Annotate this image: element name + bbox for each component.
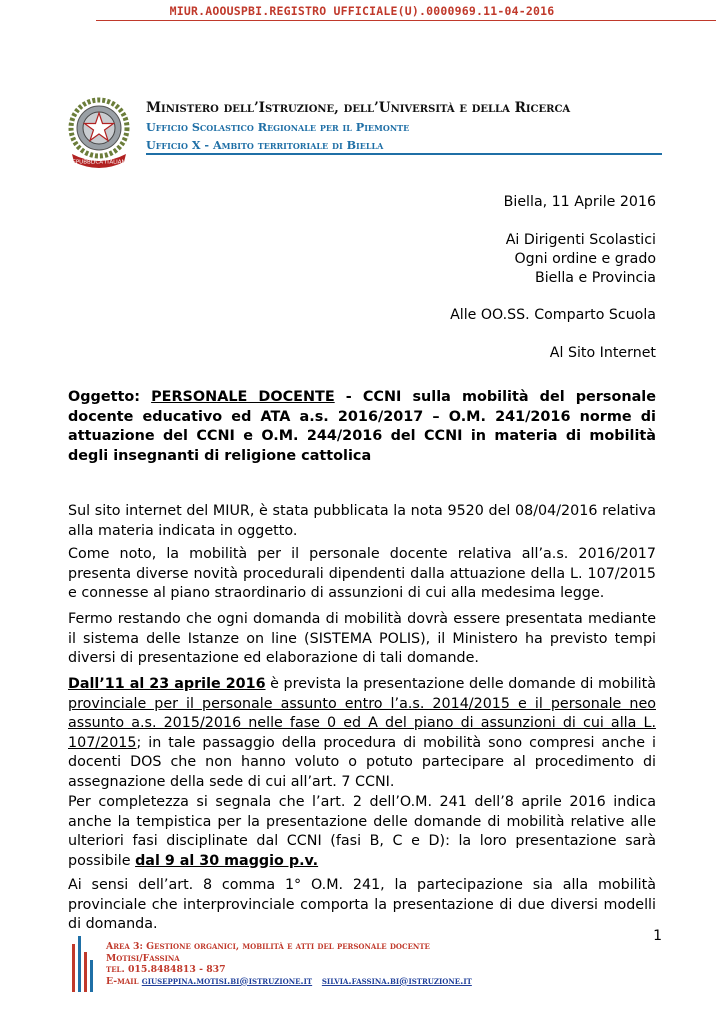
paragraph-1: Sul sito internet del MIUR, è stata pubblicata la nota 9520 del 08/04/2016 relativa alla materia indicata in oggetto.: [68, 503, 656, 539]
emblem-ribbon-text: REPUBBLICA ITALIANA: [68, 159, 130, 166]
page-number: 1: [653, 928, 662, 944]
paragraph-5: Per completezza si segnala che l’art. 2 dell’O.M. 241 dell’8 aprile 2016 indica anche la tempistica per la presentazione delle domande di mobilità relative alle ulteriori fasi disciplinate dal CCNI (fasi B, C e D): la loro presentazione sarà possibile dal 9 al 30 maggio p.v.: [68, 794, 656, 869]
recipient-line: Biella e Provincia: [534, 270, 656, 286]
footer-phone: tel. 015.8484813 - 837: [106, 964, 226, 976]
may-deadline-highlight: dal 9 al 30 maggio p.v.: [135, 852, 319, 869]
recipient-line: Al Sito Internet: [549, 345, 656, 361]
deadline-highlight: Dall’11 al 23 aprile 2016: [68, 676, 266, 692]
subject-label: Oggetto:: [68, 389, 152, 405]
date-line: Biella, 11 Aprile 2016: [503, 194, 656, 210]
subject-rest: - CCNI sulla mobilità del personale docente educativo ed ATA a.s. 2016/2017 – O.M. 241/2016 norme di attuazione del CCNI e O.M. 244/2016 del CCNI in materia di mobilità degli insegnanti di religione cattolica: [68, 389, 656, 464]
footer-area: Area 3: Gestione organici, mobilità e atti del personale docente: [106, 941, 430, 952]
subject-underlined: PERSONALE DOCENTE: [151, 389, 335, 405]
email-link-motisi[interactable]: giuseppina.motisi.bi@istruzione.it: [141, 975, 313, 987]
footer-emails: [106, 976, 472, 988]
recipient-line: Ogni ordine e grado: [514, 251, 656, 267]
footer-names: Motisi/Fassina: [106, 952, 180, 964]
letterhead: [146, 100, 664, 152]
recipient-line: Ai Dirigenti Scolastici: [505, 232, 656, 248]
local-office: Ufficio X - Ambito territoriale di Biella: [146, 138, 384, 152]
regional-office: Ufficio Scolastico Regionale per il Piemonte: [146, 120, 410, 134]
provincial-mobility-text: provinciale per il personale assunto entro l’a.s. 2014/2015 e il personale neo assunto a.s. 2015/2016 nelle fase 0 ed A del piano di assunzioni di cui alla L. 107/2015: [68, 695, 656, 751]
paragraph-2: Come noto, la mobilità per il personale docente relativa all’a.s. 2016/2017 presenta diverse novità procedurali dipendenti dalla attuazione della L. 107/2015 e connesse al piano straordinario di assunzioni di cui alla medesima legge.: [68, 546, 656, 601]
footer-contact: [106, 941, 472, 987]
paragraph-3: Fermo restando che ogni domanda di mobilità dovrà essere presentata mediante il sistema delle Istanze on line (SISTEMA POLIS), il Ministero ha previsto tempi diversi di presentazione ed elaborazione di tali domande.: [68, 611, 656, 666]
header-rule: [146, 153, 662, 155]
protocol-stamp: MIUR.AOOUSPBI.REGISTRO UFFICIALE(U).0000969.11-04-2016: [169, 4, 555, 18]
paragraph-4: Dall’11 al 23 aprile 2016 è prevista la presentazione delle domande di mobilità provinciale per il personale assunto entro l’a.s. 2014/2015 e il personale neo assunto a.s. 2015/2016 nelle fase 0 ed A del piano di assunzioni di cui alla L. 107/2015; in tale passaggio della procedura di mobilità sono compresi anche i docenti DOS che non hanno voluto o potuto partecipare al procedimento di assegnazione della sede di cui all’art. 7 CCNI.: [68, 676, 656, 790]
recipient-line: Alle OO.SS. Comparto Scuola: [450, 307, 656, 323]
email-label: E-mail: [106, 975, 139, 987]
ministry-title: Ministero dell’Istruzione, dell’Università e della Ricerca: [146, 100, 571, 116]
recipient-block-1: [506, 231, 656, 288]
paragraph-6: Ai sensi dell’art. 8 comma 1° O.M. 241, la partecipazione sia alla mobilità provinciale che interprovinciale comporta la presentazione di due diversi modelli di domanda.: [68, 877, 656, 932]
subject-block: [68, 388, 656, 466]
email-link-fassina[interactable]: silvia.fassina.bi@istruzione.it: [321, 975, 472, 987]
protocol-underline: [96, 20, 716, 21]
footer-logo-bars-icon: [70, 936, 100, 996]
italian-republic-emblem-icon: [66, 96, 132, 172]
